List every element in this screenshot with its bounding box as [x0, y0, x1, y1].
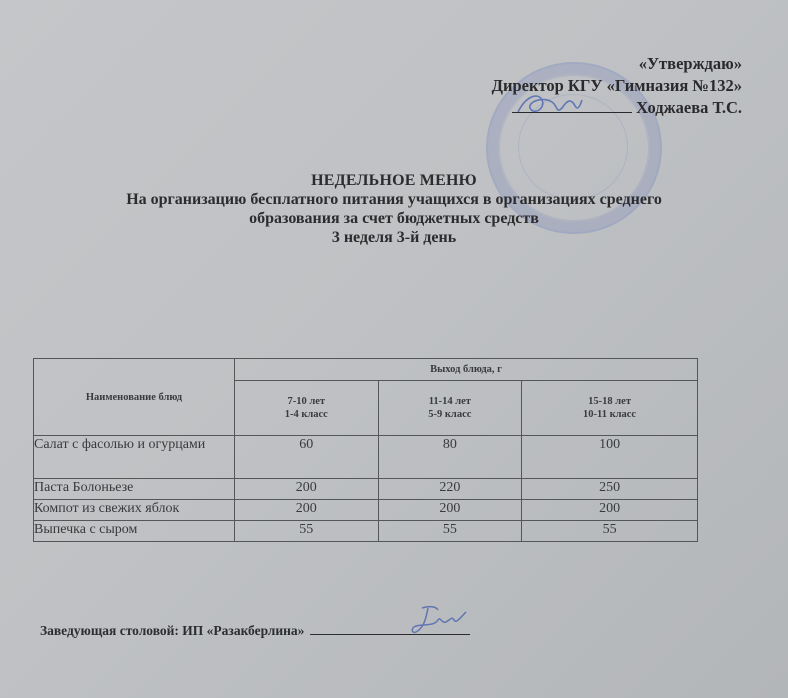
document-subtitle-2: образования за счет бюджетных средств: [249, 210, 539, 227]
document-title-block: [0, 171, 788, 247]
table-row: [34, 436, 698, 479]
document-subtitle-1: На организацию бесплатного питания учащихся в организациях среднего: [126, 191, 662, 208]
yield-value: 200: [235, 500, 379, 521]
yield-value: 55: [522, 521, 698, 542]
yield-value: 100: [522, 436, 698, 479]
dish-name: Паста Болоньезе: [34, 479, 235, 500]
grade-range: 1-4 класс: [284, 409, 328, 420]
yield-value: 55: [235, 521, 379, 542]
table-row: [34, 479, 698, 500]
menu-table: [33, 358, 698, 542]
canteen-manager-label: Заведующая столовой: ИП «Разакберлина»: [40, 623, 305, 638]
dish-name-header: Наименование блюд: [34, 359, 235, 436]
age-group-header-1: [235, 381, 379, 436]
document-title: НЕДЕЛЬНОЕ МЕНЮ: [311, 172, 477, 189]
yield-value: 80: [378, 436, 522, 479]
yield-value: 60: [235, 436, 379, 479]
dish-name: Компот из свежих яблок: [34, 500, 235, 521]
yield-header: Выход блюда, г: [235, 359, 698, 381]
grade-range: 10-11 класс: [583, 409, 637, 420]
grade-range: 5-9 класс: [428, 409, 472, 420]
dish-name: Выпечка с сыром: [34, 521, 235, 542]
age-group-header-2: [378, 381, 522, 436]
table-row: [34, 521, 698, 542]
approval-heading: «Утверждаю»: [638, 54, 742, 73]
yield-value: 220: [378, 479, 522, 500]
director-signature-line: [512, 98, 632, 113]
table-row: [34, 500, 698, 521]
yield-value: 250: [522, 479, 698, 500]
canteen-manager-line: [40, 622, 470, 639]
week-day-label: 3 неделя 3-й день: [331, 229, 457, 246]
dish-name: Салат с фасолью и огурцами: [34, 436, 235, 479]
age-group-header-3: [522, 381, 698, 436]
age-range: 7-10 лет: [287, 396, 326, 407]
approval-signatory: [492, 97, 742, 119]
yield-value: 55: [378, 521, 522, 542]
manager-signature-line: [310, 622, 470, 635]
yield-value: 200: [235, 479, 379, 500]
yield-value: 200: [378, 500, 522, 521]
director-name: Ходжаева Т.С.: [636, 98, 742, 117]
age-range: 15-18 лет: [588, 396, 631, 407]
yield-value: 200: [522, 500, 698, 521]
approval-director: Директор КГУ «Гимназия №132»: [491, 76, 742, 95]
approval-block: [492, 53, 742, 119]
age-range: 11-14 лет: [428, 396, 471, 407]
